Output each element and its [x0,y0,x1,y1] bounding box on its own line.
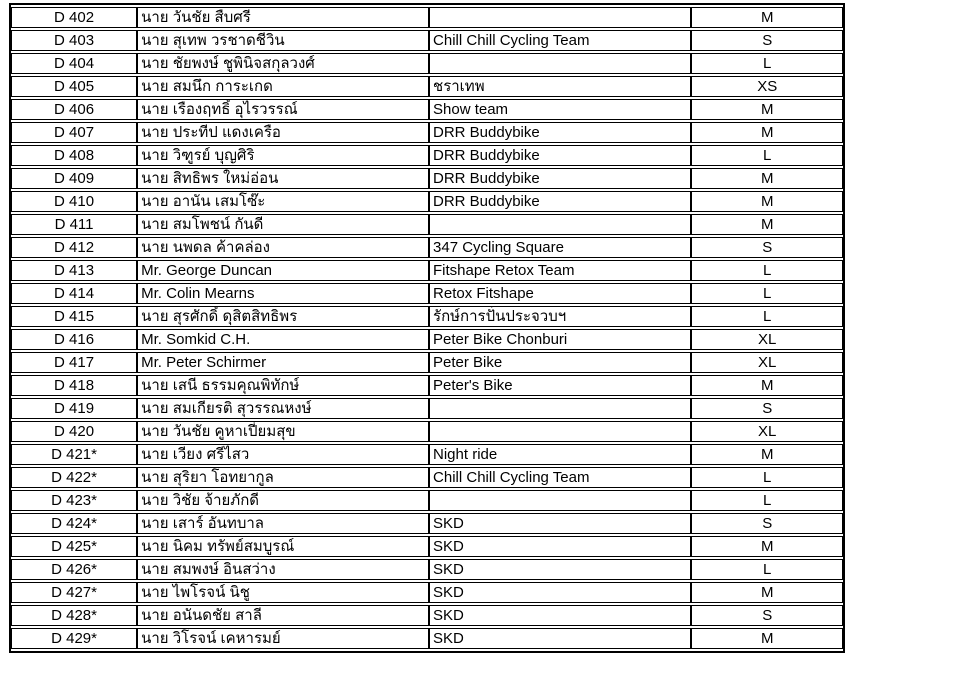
cell-team: SKD [429,536,691,557]
cell-team: SKD [429,513,691,534]
cell-name: นาย วันชัย คูหาเปี่ยมสุข [137,421,429,442]
cell-team: DRR Buddybike [429,191,691,212]
cell-id: D 408 [11,145,137,166]
table-row [11,122,843,143]
cell-name: นาย สมเกียรติ สุวรรณหงษ์ [137,398,429,419]
table-row [11,53,843,74]
table-row [11,398,843,419]
cell-name: นาย เสาร์ อันทบาล [137,513,429,534]
cell-size: M [691,7,843,28]
cell-size: S [691,398,843,419]
cell-name: Mr. Peter Schirmer [137,352,429,373]
cell-team: SKD [429,559,691,580]
table-row [11,582,843,603]
cell-team [429,490,691,511]
cell-name: นาย สุเทพ วรชาดชีวิน [137,30,429,51]
table-row [11,283,843,304]
cell-size: L [691,145,843,166]
cell-name: นาย นิคม ทรัพย์สมบูรณ์ [137,536,429,557]
cell-size: M [691,168,843,189]
cell-name: นาย วิฑูรย์ บุญศิริ [137,145,429,166]
cell-name: นาย วิชัย จ้ายภักดี [137,490,429,511]
cell-team [429,53,691,74]
cell-size: XL [691,352,843,373]
cell-team [429,398,691,419]
cell-size: M [691,214,843,235]
cell-name: นาย อนันดชัย สาลี [137,605,429,626]
cell-id: D 417 [11,352,137,373]
cell-size: XL [691,421,843,442]
cell-size: L [691,260,843,281]
cell-name: นาย ไพโรจน์ นิชู [137,582,429,603]
table-row [11,628,843,649]
cell-size: S [691,513,843,534]
cell-size: L [691,490,843,511]
cell-name: Mr. Colin Mearns [137,283,429,304]
cell-size: S [691,30,843,51]
table-row [11,260,843,281]
cell-id: D 423* [11,490,137,511]
table-row [11,375,843,396]
cell-name: นาย ประทีป แดงเครือ [137,122,429,143]
table-row [11,99,843,120]
table-row [11,490,843,511]
cell-id: D 406 [11,99,137,120]
registration-table-body [11,7,843,649]
table-row [11,237,843,258]
table-row [11,605,843,626]
cell-id: D 420 [11,421,137,442]
cell-name: นาย สมพงษ์ อินสว่าง [137,559,429,580]
cell-team: SKD [429,605,691,626]
cell-id: D 429* [11,628,137,649]
cell-id: D 416 [11,329,137,350]
cell-name: นาย สมนึก การะเกด [137,76,429,97]
table-row [11,559,843,580]
table-row [11,421,843,442]
cell-id: D 422* [11,467,137,488]
cell-name: นาย สุริยา โอทยากูล [137,467,429,488]
cell-id: D 418 [11,375,137,396]
cell-team: 347 Cycling Square [429,237,691,258]
cell-size: S [691,605,843,626]
cell-id: D 428* [11,605,137,626]
cell-id: D 405 [11,76,137,97]
cell-name: นาย เวียง ศรีไสว [137,444,429,465]
table-row [11,329,843,350]
cell-id: D 426* [11,559,137,580]
cell-size: L [691,53,843,74]
table-row [11,306,843,327]
cell-team: ชราเทพ [429,76,691,97]
cell-size: L [691,559,843,580]
cell-name: นาย วิโรจน์ เคหารมย์ [137,628,429,649]
cell-id: D 425* [11,536,137,557]
cell-name: นาย สุรศักดิ์ ดุสิตสิทธิพร [137,306,429,327]
cell-team: Peter Bike Chonburi [429,329,691,350]
cell-id: D 402 [11,7,137,28]
cell-team [429,7,691,28]
cell-id: D 421* [11,444,137,465]
cell-id: D 414 [11,283,137,304]
cell-team: Peter Bike [429,352,691,373]
table-row [11,76,843,97]
cell-name: นาย นพดล ค้าคล่อง [137,237,429,258]
cell-name: นาย เสนี ธรรมคุณพิทักษ์ [137,375,429,396]
table-row [11,467,843,488]
cell-team: Retox Fitshape [429,283,691,304]
cell-name: นาย สมโพชน์ กันดี [137,214,429,235]
registration-table [9,3,845,653]
cell-size: L [691,283,843,304]
cell-size: L [691,306,843,327]
table-row [11,536,843,557]
cell-name: นาย สิทธิพร ใหม่อ่อน [137,168,429,189]
cell-name: Mr. George Duncan [137,260,429,281]
cell-name: Mr. Somkid C.H. [137,329,429,350]
cell-size: M [691,375,843,396]
cell-id: D 404 [11,53,137,74]
cell-size: XS [691,76,843,97]
cell-team: Show team [429,99,691,120]
cell-id: D 410 [11,191,137,212]
cell-team: DRR Buddybike [429,145,691,166]
cell-size: M [691,122,843,143]
cell-size: M [691,191,843,212]
cell-name: นาย เรืองฤทธิ์ อุไรวรรณ์ [137,99,429,120]
cell-id: D 419 [11,398,137,419]
cell-name: นาย ชัยพงษ์ ชูพินิจสกุลวงศ์ [137,53,429,74]
cell-team: Night ride [429,444,691,465]
cell-size: M [691,444,843,465]
cell-size: M [691,582,843,603]
cell-size: L [691,467,843,488]
cell-team [429,214,691,235]
cell-id: D 411 [11,214,137,235]
table-row [11,444,843,465]
table-row [11,30,843,51]
cell-id: D 407 [11,122,137,143]
cell-id: D 415 [11,306,137,327]
cell-id: D 413 [11,260,137,281]
table-row [11,513,843,534]
cell-name: นาย อานัน เสมโซ๊ะ [137,191,429,212]
cell-team: Chill Chill Cycling Team [429,30,691,51]
table-row [11,191,843,212]
cell-team: Chill Chill Cycling Team [429,467,691,488]
cell-id: D 424* [11,513,137,534]
cell-id: D 427* [11,582,137,603]
cell-size: M [691,99,843,120]
registration-table-grid [11,5,843,651]
cell-size: M [691,628,843,649]
table-row [11,7,843,28]
cell-team: DRR Buddybike [429,122,691,143]
cell-size: S [691,237,843,258]
cell-id: D 403 [11,30,137,51]
table-row [11,145,843,166]
cell-team: SKD [429,582,691,603]
cell-team: รักษ์การปั่นประจวบฯ [429,306,691,327]
cell-size: XL [691,329,843,350]
table-row [11,168,843,189]
table-row [11,352,843,373]
table-row [11,214,843,235]
cell-team: DRR Buddybike [429,168,691,189]
cell-team: Peter's Bike [429,375,691,396]
cell-size: M [691,536,843,557]
cell-team: SKD [429,628,691,649]
cell-name: นาย วันชัย สืบศรี [137,7,429,28]
cell-team [429,421,691,442]
cell-team: Fitshape Retox Team [429,260,691,281]
cell-id: D 409 [11,168,137,189]
cell-id: D 412 [11,237,137,258]
